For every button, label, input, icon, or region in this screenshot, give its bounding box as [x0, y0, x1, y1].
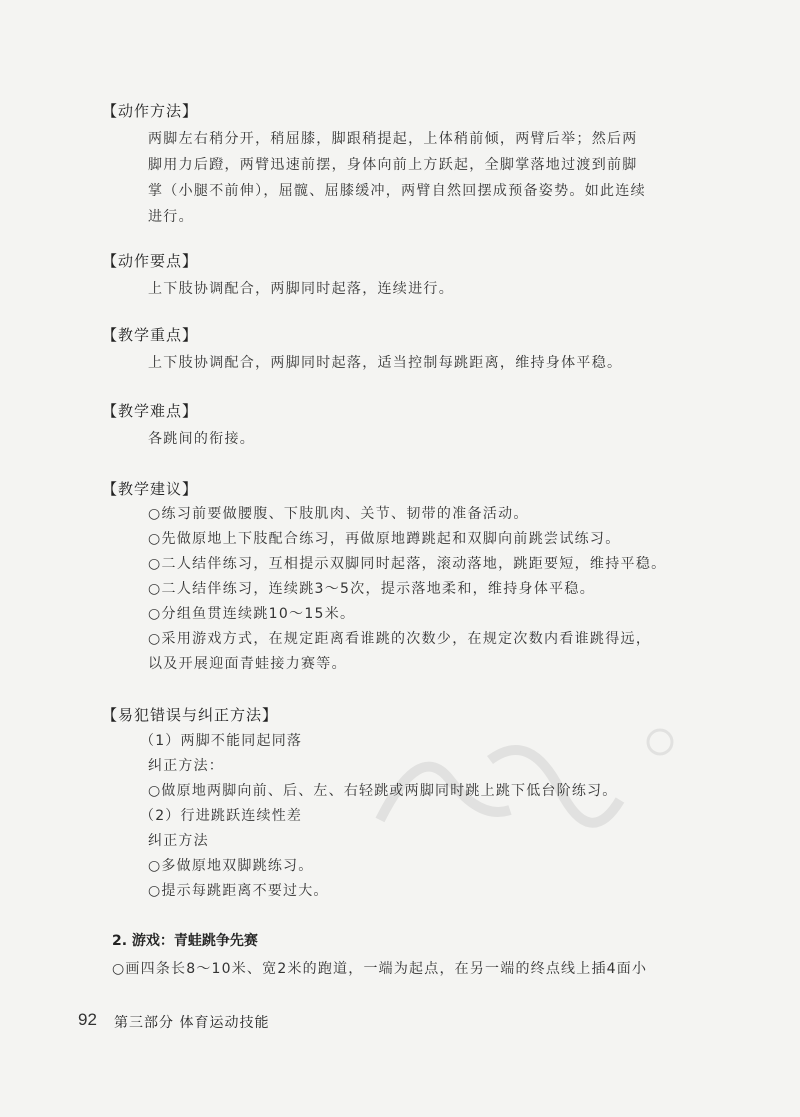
key-points-line-1: 上下肢协调配合，两脚同时起落，连续进行。: [148, 281, 454, 297]
advice-item-3: ○二人结伴练习，互相提示双脚同时起落，滚动落地，跳距要短，维持平稳。: [148, 556, 667, 572]
method-line-2: 脚用力后蹬，两臂迅速前摆，身体向前上方跃起，全脚掌落地过渡到前脚: [148, 157, 638, 173]
method-line-3: 掌（小腿不前伸），屈髋、屈膝缓冲，两臂自然回摆成预备姿势。如此连续: [148, 183, 646, 199]
teaching-difficulty-line-1: 各跳间的衔接。: [148, 431, 256, 447]
section-heading-errors: 【易犯错误与纠正方法】: [102, 706, 279, 724]
section-heading-method: 【动作方法】: [102, 102, 199, 120]
section-heading-teaching-focus: 【教学重点】: [102, 326, 199, 344]
method-line-1: 两脚左右稍分开，稍屈膝，脚跟稍提起，上体稍前倾，两臂后举；然后两: [148, 131, 638, 147]
game-description-line: ○画四条长8～10米、宽2米的跑道，一端为起点，在另一端的终点线上插4面小: [112, 961, 648, 977]
error-2-correction-item-2: ○提示每跳距离不要过大。: [148, 883, 329, 899]
section-heading-key-points: 【动作要点】: [102, 252, 199, 270]
error-2-title: （2）行进跳跃连续性差: [140, 808, 303, 824]
section-heading-teaching-advice: 【教学建议】: [102, 480, 199, 498]
game-title: 2. 游戏：青蛙跳争先赛: [112, 933, 258, 949]
advice-item-6-continued: 以及开展迎面青蛙接力赛等。: [148, 656, 347, 672]
footer-section-title: 第三部分 体育运动技能: [114, 1015, 270, 1031]
error-1-title: （1）两脚不能同起同落: [140, 733, 303, 749]
advice-item-6: ○采用游戏方式，在规定距离看谁跳的次数少，在规定次数内看谁跳得远，: [148, 631, 652, 647]
error-1-correction-item: ○做原地两脚向前、后、左、右轻跳或两脚同时跳上跳下低台阶练习。: [148, 783, 618, 799]
error-2-correction-item-1: ○多做原地双脚跳练习。: [148, 858, 314, 874]
error-2-correction-label: 纠正方法: [148, 833, 209, 849]
advice-item-1: ○练习前要做腰腹、下肢肌肉、关节、韧带的准备活动。: [148, 506, 529, 522]
advice-item-5: ○分组鱼贯连续跳10～15米。: [148, 606, 356, 622]
advice-item-2: ○先做原地上下肢配合练习，再做原地蹲跳起和双脚向前跳尝试练习。: [148, 531, 621, 547]
page-number: 92: [78, 1010, 97, 1029]
advice-item-4: ○二人结伴练习，连续跳3～5次，提示落地柔和，维持身体平稳。: [148, 581, 596, 597]
teaching-focus-line-1: 上下肢协调配合，两脚同时起落，适当控制每跳距离，维持身体平稳。: [148, 355, 623, 371]
section-heading-teaching-difficulty: 【教学难点】: [102, 402, 199, 420]
method-line-4: 进行。: [148, 209, 194, 225]
error-1-correction-label: 纠正方法：: [148, 758, 224, 774]
